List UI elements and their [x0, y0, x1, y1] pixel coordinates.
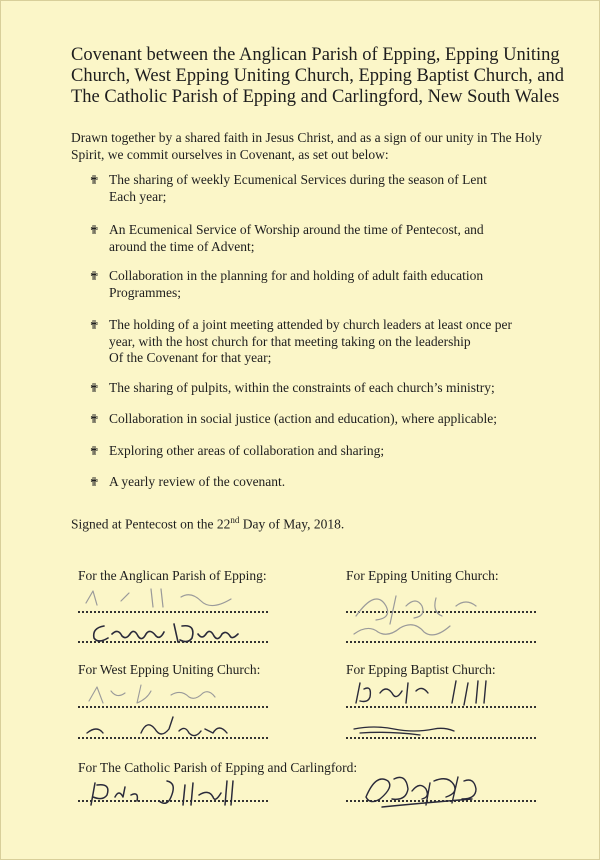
list-item-text: Exploring other areas of collaboration and sharing; [109, 443, 385, 458]
list-item [89, 172, 529, 205]
signatory-label-epping-uniting: For Epping Uniting Church: [346, 568, 499, 583]
list-item [89, 474, 529, 491]
list-item [89, 317, 529, 367]
cross-icon: ✟ [89, 173, 100, 187]
ordinal-suffix: nd [230, 515, 240, 525]
list-item [89, 411, 529, 428]
cross-icon: ✟ [89, 318, 100, 332]
list-item-text: The sharing of pulpits, within the constraints of each church’s ministry; [109, 380, 495, 395]
signature-west-epping-2 [81, 713, 261, 743]
list-item-text: The sharing of weekly Ecumenical Services during the season of Lent Each year; [109, 172, 487, 204]
cross-icon: ✟ [89, 223, 100, 237]
signatory-label-west-epping-uniting: For West Epping Uniting Church: [78, 662, 261, 677]
signatory-label-baptist: For Epping Baptist Church: [346, 662, 496, 677]
signatory-label-anglican: For the Anglican Parish of Epping: [78, 568, 267, 583]
signatory-label-catholic: For The Catholic Parish of Epping and Carlingford: [78, 760, 358, 775]
list-item [89, 268, 529, 301]
signing-statement-after: Day of May, 2018. [239, 516, 345, 532]
list-item [89, 380, 529, 397]
list-item-text: Collaboration in the planning for and holding of adult faith education Programmes; [109, 268, 484, 300]
signature-baptist-1 [346, 677, 526, 707]
cross-icon: ✟ [89, 444, 100, 458]
cross-icon: ✟ [89, 269, 100, 283]
list-item-text: The holding of a joint meeting attended by church leaders at least once per year, with the host church for that meeting taking on the leadership Of the Covenant for that year; [109, 317, 512, 365]
list-item-text: A yearly review of the covenant. [109, 474, 286, 489]
signature-catholic-1 [81, 777, 271, 811]
list-item-text: An Ecumenical Service of Worship around the time of Pentecost, and around the time of Advent; [109, 222, 484, 254]
signature-catholic-2 [346, 771, 536, 811]
signature-anglican-2 [86, 616, 266, 646]
cross-icon: ✟ [89, 381, 100, 395]
intro-paragraph: Drawn together by a shared faith in Jesus Christ, and as a sign of our unity in The Holy Spirit, we commit ourselves in Covenant, as set out below: [71, 130, 543, 162]
cross-icon: ✟ [89, 475, 100, 489]
signature-anglican-1 [81, 583, 261, 613]
signing-statement-before: Signed at Pentecost on the 22 [71, 516, 231, 532]
signature-west-epping-1 [81, 679, 261, 709]
signature-epping-uniting [346, 586, 526, 641]
list-item [89, 222, 529, 255]
list-item-text: Collaboration in social justice (action and education), where applicable; [109, 411, 497, 426]
list-item [89, 443, 529, 460]
document-title: Covenant between the Anglican Parish of Epping, Epping Uniting Church, West Epping Uniting Church, Epping Baptist Church, and The Catholic Parish of Epping and Carlingford, New South Wales [71, 45, 564, 107]
signing-statement [71, 515, 344, 533]
signature-baptist-2 [346, 717, 526, 741]
cross-icon: ✟ [89, 412, 100, 426]
